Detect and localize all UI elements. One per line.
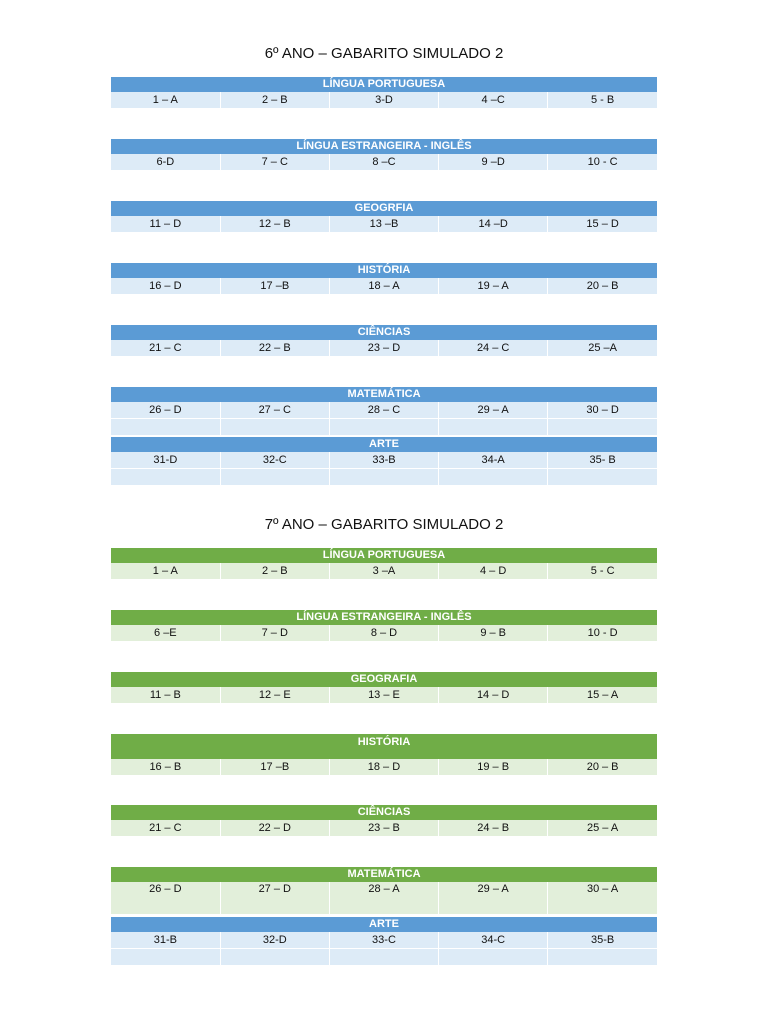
grade7-ingles-header: LÍNGUA ESTRANGEIRA - INGLÊS [111, 610, 657, 625]
answer-cell: 30 – D [548, 402, 657, 419]
answer-cell: 19 – A [439, 278, 548, 295]
empty-cell [111, 469, 220, 486]
table-row [111, 625, 657, 642]
table-row [111, 340, 657, 357]
table-row [111, 949, 657, 966]
table-row [111, 452, 657, 469]
grade7-geografia-header: GEOGRAFIA [111, 672, 657, 687]
empty-cell [111, 419, 220, 436]
answer-cell: 6 –E [111, 625, 220, 642]
grade7-title: 7º ANO – GABARITO SIMULADO 2 [264, 516, 504, 533]
grade6-arte-header: ARTE [111, 437, 657, 452]
empty-cell [548, 419, 657, 436]
table-row [111, 469, 657, 486]
answer-cell: 14 –D [439, 216, 548, 233]
grade7-geografia-table [111, 672, 657, 704]
answer-cell: 8 – D [329, 625, 438, 642]
grade7-ciencias-table [111, 805, 657, 837]
answer-cell: 12 – B [220, 216, 329, 233]
grade7-matematica-header: MATEMÁTICA [111, 867, 657, 882]
table-row [111, 882, 657, 915]
answer-cell: 4 –C [439, 92, 548, 109]
answer-cell: 26 – D [111, 402, 220, 419]
grade7-historia-table [111, 734, 657, 776]
answer-cell: 7 – C [220, 154, 329, 171]
answer-cell: 14 – D [439, 687, 548, 704]
table-row [111, 154, 657, 171]
answer-cell: 31-D [111, 452, 220, 469]
grade7-portugues-header: LÍNGUA PORTUGUESA [111, 548, 657, 563]
table-row [111, 563, 657, 580]
answer-cell: 23 – D [329, 340, 438, 357]
empty-cell [548, 469, 657, 486]
answer-cell: 4 – D [439, 563, 548, 580]
answer-cell: 35-B [548, 932, 657, 949]
table-row [111, 759, 657, 776]
empty-cell [439, 469, 548, 486]
answer-cell: 2 – B [220, 92, 329, 109]
answer-cell: 19 – B [439, 759, 548, 776]
answer-cell: 1 – A [111, 92, 220, 109]
grade6-ciencias-header: CIÊNCIAS [111, 325, 657, 340]
table-row [111, 932, 657, 949]
answer-cell: 1 – A [111, 563, 220, 580]
answer-cell: 35- B [548, 452, 657, 469]
table-row [111, 402, 657, 419]
table-row [111, 216, 657, 233]
grade6-arte-table [111, 437, 657, 486]
table-row [111, 92, 657, 109]
answer-cell: 3-D [329, 92, 438, 109]
answer-cell: 24 – B [439, 820, 548, 837]
answer-cell: 28 – C [329, 402, 438, 419]
grade6-portugues-table [111, 77, 657, 109]
answer-cell: 18 – A [329, 278, 438, 295]
answer-cell: 21 – C [111, 340, 220, 357]
answer-cell: 22 – B [220, 340, 329, 357]
answer-cell: 9 –D [439, 154, 548, 171]
answer-cell: 30 – A [548, 882, 657, 915]
table-row [111, 419, 657, 436]
grade6-ingles-table [111, 139, 657, 171]
empty-cell [329, 469, 438, 486]
answer-cell: 8 –C [329, 154, 438, 171]
answer-cell: 23 – B [329, 820, 438, 837]
answer-cell: 5 - B [548, 92, 657, 109]
grade6-geografia-header: GEOGRFIA [111, 201, 657, 216]
answer-cell: 34-A [439, 452, 548, 469]
answer-cell: 11 – D [111, 216, 220, 233]
answer-cell: 13 – E [329, 687, 438, 704]
grade6-geografia-table [111, 201, 657, 233]
answer-cell: 21 – C [111, 820, 220, 837]
answer-cell: 20 – B [548, 278, 657, 295]
grade7-historia-header: HISTÓRIA [111, 734, 657, 759]
empty-cell [111, 949, 220, 966]
grade7-arte-header: ARTE [111, 917, 657, 932]
empty-cell [329, 419, 438, 436]
answer-cell: 10 - D [548, 625, 657, 642]
answer-cell: 26 – D [111, 882, 220, 915]
answer-cell: 32-D [220, 932, 329, 949]
grade6-historia-header: HISTÓRIA [111, 263, 657, 278]
answer-cell: 13 –B [329, 216, 438, 233]
answer-cell: 5 - C [548, 563, 657, 580]
answer-cell: 24 – C [439, 340, 548, 357]
empty-cell [220, 469, 329, 486]
answer-cell: 16 – B [111, 759, 220, 776]
answer-cell: 31-B [111, 932, 220, 949]
answer-cell: 33-C [329, 932, 438, 949]
answer-cell: 25 – A [548, 820, 657, 837]
answer-cell: 18 – D [329, 759, 438, 776]
grade7-arte-table [111, 917, 657, 966]
grade6-historia-table [111, 263, 657, 295]
answer-cell: 20 – B [548, 759, 657, 776]
grade6-portugues-header: LÍNGUA PORTUGUESA [111, 77, 657, 92]
grade7-matematica-table [111, 867, 657, 915]
answer-cell: 12 – E [220, 687, 329, 704]
answer-cell: 17 –B [220, 759, 329, 776]
answer-cell: 15 – A [548, 687, 657, 704]
answer-cell: 27 – C [220, 402, 329, 419]
answer-cell: 17 –B [220, 278, 329, 295]
empty-cell [220, 419, 329, 436]
empty-cell [220, 949, 329, 966]
answer-cell: 33-B [329, 452, 438, 469]
answer-cell: 25 –A [548, 340, 657, 357]
answer-cell: 29 – A [439, 402, 548, 419]
empty-cell [548, 949, 657, 966]
answer-cell: 11 – B [111, 687, 220, 704]
answer-cell: 16 – D [111, 278, 220, 295]
answer-cell: 10 - C [548, 154, 657, 171]
answer-cell: 2 – B [220, 563, 329, 580]
grade6-matematica-table [111, 387, 657, 436]
answer-cell: 27 – D [220, 882, 329, 915]
answer-cell: 7 – D [220, 625, 329, 642]
table-row [111, 820, 657, 837]
answer-cell: 22 – D [220, 820, 329, 837]
grade6-matematica-header: MATEMÁTICA [111, 387, 657, 402]
grade7-ciencias-header: CIÊNCIAS [111, 805, 657, 820]
grade7-portugues-table [111, 548, 657, 580]
empty-cell [439, 419, 548, 436]
answer-cell: 6-D [111, 154, 220, 171]
answer-cell: 28 – A [329, 882, 438, 915]
answer-cell: 3 –A [329, 563, 438, 580]
answer-cell: 15 – D [548, 216, 657, 233]
table-row [111, 687, 657, 704]
answer-cell: 34-C [439, 932, 548, 949]
answer-cell: 32-C [220, 452, 329, 469]
answer-cell: 9 – B [439, 625, 548, 642]
empty-cell [329, 949, 438, 966]
grade6-ingles-header: LÍNGUA ESTRANGEIRA - INGLÊS [111, 139, 657, 154]
grade6-title: 6º ANO – GABARITO SIMULADO 2 [264, 45, 504, 62]
table-row [111, 278, 657, 295]
answer-cell: 29 – A [439, 882, 548, 915]
grade7-ingles-table [111, 610, 657, 642]
grade6-ciencias-table [111, 325, 657, 357]
empty-cell [439, 949, 548, 966]
